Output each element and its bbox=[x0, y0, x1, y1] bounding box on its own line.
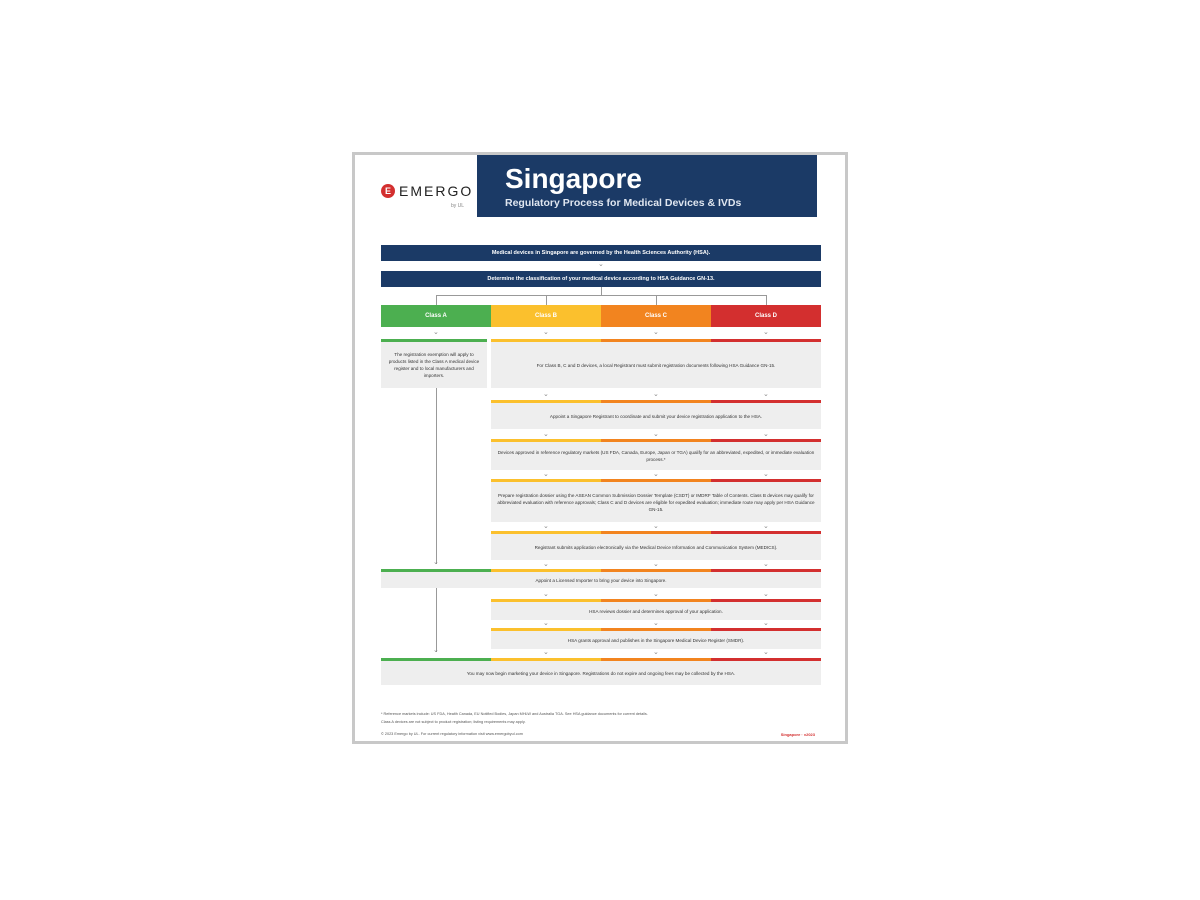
arrow-icon: ⌄ bbox=[763, 649, 769, 656]
arrow-icon: ⌄ bbox=[763, 523, 769, 530]
intro-bar: Medical devices in Singapore are governed by the Health Sciences Authority (HSA). bbox=[381, 245, 821, 261]
arrow-icon: ⌄ bbox=[653, 649, 659, 656]
step-approval-box bbox=[491, 631, 821, 649]
copyright: © 2023 Emergo by UL. For current regulatory information visit www.emergobyul.com bbox=[381, 732, 523, 736]
page-title: Singapore bbox=[505, 163, 642, 194]
arrow-icon: ⌄ bbox=[653, 471, 659, 478]
arrow-icon: ⌄ bbox=[763, 431, 769, 438]
arrow-icon: ⌄ bbox=[433, 559, 439, 566]
document-code: Singapore · v2023 bbox=[780, 732, 815, 737]
arrow-icon: ⌄ bbox=[653, 561, 659, 568]
step-appoint-registrant-box: Appoint a Singapore Registrant to coordinate and submit your device registration application to the HSA. bbox=[491, 403, 821, 429]
arrow-icon: ⌄ bbox=[543, 523, 549, 530]
document-page bbox=[352, 152, 848, 744]
arrow-icon: ⌄ bbox=[763, 620, 769, 627]
logo-mark: E bbox=[381, 184, 395, 198]
arrow-icon: ⌄ bbox=[433, 647, 439, 654]
arrow-icon: ⌄ bbox=[543, 431, 549, 438]
arrow-icon: ⌄ bbox=[763, 591, 769, 598]
step-registration-box: For Class B, C and D devices, a local Registrant must submit registration documents following HSA Guidance GN-15. bbox=[491, 342, 821, 388]
step-reference-markets-box: Devices approved in reference regulatory markets (US FDA, Canada, Europe, Japan or TGA) qualify for an abbreviated, expedited, or immediate evaluation process.* bbox=[491, 442, 821, 470]
step-prepare-dossier-box: Prepare registration dossier using the ASEAN Common Submission Dossier Template (CSDT) or IMDRF Table of Contents. Class B devices may qualify for abbreviated evaluation with reference approvals; Class C and D devices are eligible for expedited evaluation; immediate route may apply per HSA Guidance GN-15. bbox=[491, 482, 821, 522]
arrow-icon: ⌄ bbox=[543, 620, 549, 627]
header bbox=[355, 155, 845, 217]
footnote-1: * Reference markets include: US FDA, Health Canada, EU Notified Bodies, Japan MHLW and Australia TGA. See HSA guidance documents for current details. bbox=[381, 712, 648, 716]
arrow-icon: ⌄ bbox=[543, 649, 549, 656]
branch-line bbox=[546, 295, 547, 305]
arrow-icon: ⌄ bbox=[653, 329, 659, 336]
class-b-header: Class B bbox=[491, 305, 601, 327]
arrow-icon: ⌄ bbox=[543, 391, 549, 398]
arrow-icon: ⌄ bbox=[653, 391, 659, 398]
arrow-icon: ⌄ bbox=[543, 329, 549, 336]
page-subtitle: Regulatory Process for Medical Devices & IVDs bbox=[505, 197, 742, 209]
step-licensed-importer-box: Appoint a Licensed Importer to bring your device into Singapore. bbox=[381, 572, 821, 588]
classify-bar: Determine the classification of your medical device according to HSA Guidance GN-13. bbox=[381, 271, 821, 287]
arrow-icon: ⌄ bbox=[763, 391, 769, 398]
class-a-flow-line bbox=[436, 388, 437, 564]
branch-line bbox=[656, 295, 657, 305]
step-hsa-review-box: HSA reviews dossier and determines approval of your application. bbox=[491, 602, 821, 620]
class-a-header: Class A bbox=[381, 305, 491, 327]
arrow-icon: ⌄ bbox=[653, 431, 659, 438]
step-submit-application-box: Registrant submits application electronically via the Medical Device Information and Communication System (MEDICS). bbox=[491, 534, 821, 560]
arrow-icon: ⌄ bbox=[653, 523, 659, 530]
arrow-icon: ⌄ bbox=[598, 261, 604, 268]
arrow-icon: ⌄ bbox=[543, 561, 549, 568]
logo-subtext: by UL bbox=[451, 203, 465, 209]
arrow-icon: ⌄ bbox=[763, 329, 769, 336]
class-d-header: Class D bbox=[711, 305, 821, 327]
branch-line bbox=[601, 287, 602, 295]
arrow-icon: ⌄ bbox=[653, 620, 659, 627]
class-c-header: Class C bbox=[601, 305, 711, 327]
footnote-2: Class A devices are not subject to product registration; listing requirements may apply. bbox=[381, 720, 526, 724]
step-approval-text: HSA grants approval and publishes in the Singapore Medical Device Register (SMDR). bbox=[567, 637, 745, 643]
arrow-icon: ⌄ bbox=[763, 561, 769, 568]
branch-line bbox=[436, 295, 437, 305]
brand-logo bbox=[381, 183, 473, 199]
arrow-icon: ⌄ bbox=[543, 471, 549, 478]
arrow-icon: ⌄ bbox=[653, 591, 659, 598]
arrow-icon: ⌄ bbox=[763, 471, 769, 478]
arrow-icon: ⌄ bbox=[433, 329, 439, 336]
logo-text: EMERGO bbox=[399, 183, 474, 199]
class-a-exemption-box: The registration exemption will apply to products listed in the Class A medical device register and to local manufacturers and importers. bbox=[381, 342, 487, 388]
step-begin-marketing-box: You may now begin marketing your device in Singapore. Registrations do not expire and ongoing fees may be collected by the HSA. bbox=[381, 661, 821, 685]
arrow-icon: ⌄ bbox=[543, 591, 549, 598]
class-a-flow-line bbox=[436, 588, 437, 652]
branch-line bbox=[766, 295, 767, 305]
branch-line bbox=[436, 295, 766, 296]
